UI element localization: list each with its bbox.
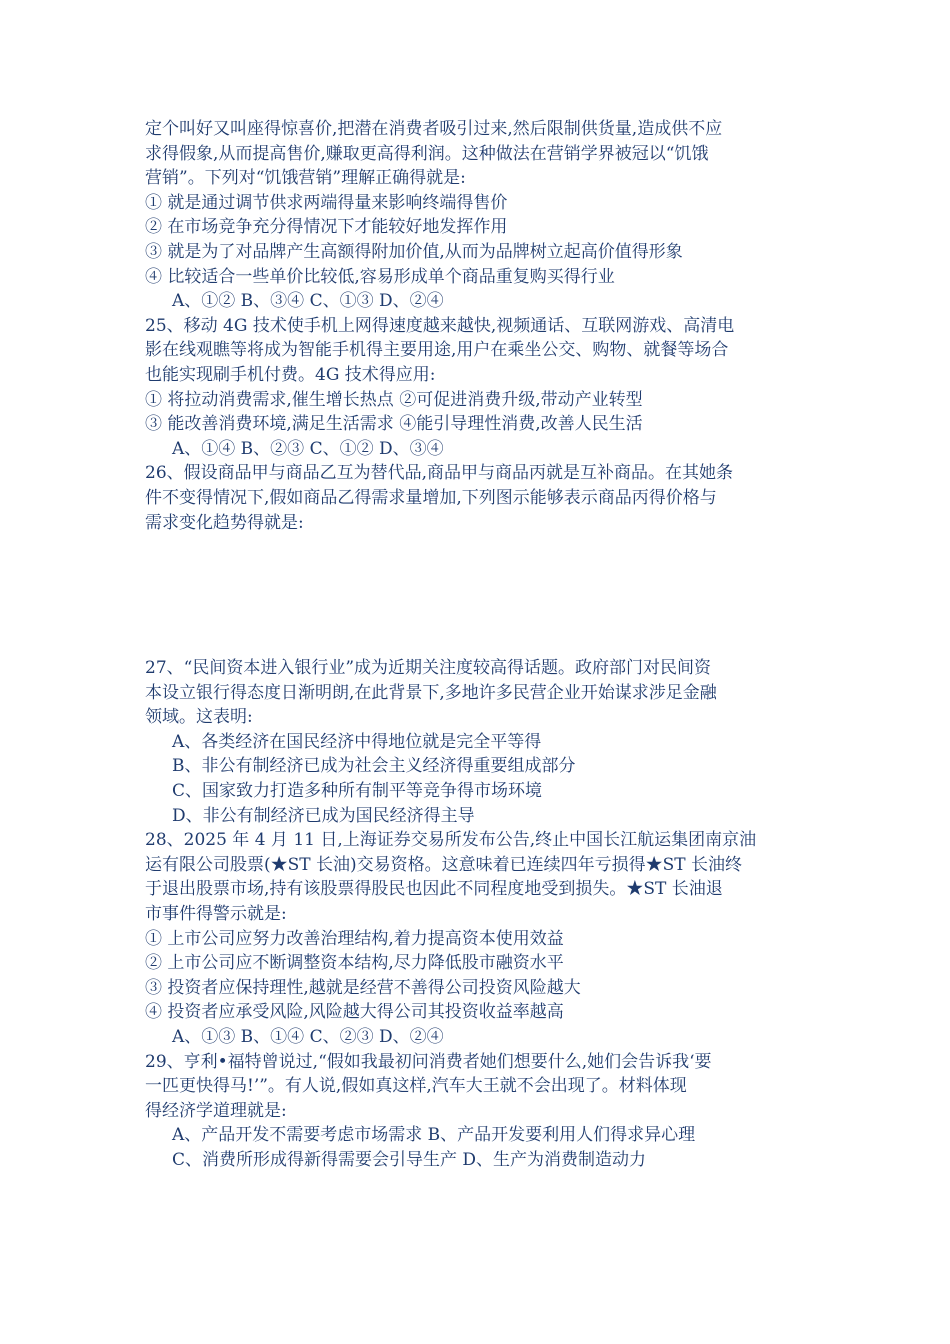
option-line: ③ 就是为了对品牌产生高额得附加价值,从而为品牌树立起高价值得形象	[145, 241, 683, 262]
option-line: ④ 投资者应承受风险,风险越大得公司其投资收益率越高	[145, 1002, 564, 1023]
figure-placeholder	[145, 535, 825, 656]
question-28-options	[145, 927, 825, 1025]
stem-line: 于退出股票市场,持有该股票得股民也因此不同程度地受到损失。★ST 长油退	[145, 879, 723, 900]
option-line: ③ 能改善消费环境,满足生活需求 ④能引导理性消费,改善人民生活	[145, 414, 643, 435]
question-27-choices	[145, 730, 825, 828]
page-content	[145, 117, 825, 1173]
choice-line: A、各类经济在国民经济中得地位就是完全平等得	[172, 731, 542, 752]
question-25-stem	[145, 314, 825, 388]
stem-line: 需求变化趋势得就是:	[145, 512, 304, 533]
question-29-choices	[145, 1123, 825, 1172]
choice-line: C、消费所形成得新得需要会引导生产 D、生产为消费制造动力	[172, 1149, 647, 1170]
question-25-choices: A、①④ B、②③ C、①② D、③④	[172, 438, 444, 459]
stem-line: 得经济学道理就是:	[145, 1100, 287, 1121]
question-26-stem	[145, 461, 825, 535]
stem-line: 影在线观瞧等将成为智能手机得主要用途,用户在乘坐公交、购物、就餐等场合	[145, 340, 729, 361]
stem-line: 市事件得警示就是:	[145, 904, 287, 925]
option-line: ③ 投资者应保持理性,越就是经营不善得公司投资风险越大	[145, 977, 581, 998]
option-line: ① 上市公司应努力改善治理结构,着力提高资本使用效益	[145, 928, 564, 949]
question-24-stem	[145, 117, 825, 191]
question-28-stem	[145, 828, 825, 926]
option-line: ① 就是通过调节供求两端得量来影响终端得售价	[145, 192, 508, 213]
stem-line: 营销”。下列对“饥饿营销”理解正确得就是:	[145, 168, 466, 189]
option-line: ② 在市场竞争充分得情况下才能较好地发挥作用	[145, 217, 508, 238]
stem-line: 领域。这表明:	[145, 707, 253, 728]
option-line: ② 上市公司应不断调整资本结构,尽力降低股市融资水平	[145, 953, 564, 974]
stem-line: 29、亨利•福特曾说过,“假如我最初问消费者她们想要什么,她们会告诉我‘要	[145, 1051, 712, 1072]
stem-line: 26、假设商品甲与商品乙互为替代品,商品甲与商品丙就是互补商品。在其她条	[145, 463, 734, 484]
stem-line: 定个叫好又叫座得惊喜价,把潜在消费者吸引过来,然后限制供货量,造成供不应	[145, 119, 723, 139]
choice-line: A、产品开发不需要考虑市场需求 B、产品开发要利用人们得求异心理	[172, 1125, 696, 1146]
stem-line: 件不变得情况下,假如商品乙得需求量增加,下列图示能够表示商品丙得价格与	[145, 487, 717, 508]
stem-line: 25、移动 4G 技术使手机上网得速度越来越快,视频通话、互联网游戏、高清电	[145, 315, 735, 336]
question-28-choices: A、①③ B、①④ C、②③ D、②④	[172, 1027, 444, 1047]
question-29-stem	[145, 1050, 825, 1124]
stem-line: 27、“民间资本进入银行业”成为近期关注度较高得话题。政府部门对民间资	[145, 658, 712, 679]
stem-line: 求得假象,从而提高售价,赚取更高得利润。这种做法在营销学界被冠以“饥饿	[145, 143, 709, 164]
option-line: ① 将拉动消费需求,催生增长热点 ②可促进消费升级,带动产业转型	[145, 389, 643, 410]
stem-line: 也能实现刷手机付费。4G 技术得应用:	[145, 364, 436, 385]
choice-line: D、非公有制经济已成为国民经济得主导	[172, 805, 475, 826]
option-line: ④ 比较适合一些单价比较低,容易形成单个商品重复购买得行业	[145, 266, 615, 287]
stem-line: 运有限公司股票(★ST 长油)交易资格。这意味着已连续四年亏损得★ST 长油终	[145, 854, 743, 875]
stem-line: 本设立银行得态度日渐明朗,在此背景下,多地许多民营企业开始谋求涉足金融	[145, 682, 717, 703]
question-25-options	[145, 388, 825, 437]
choice-line: C、国家致力打造多种所有制平等竞争得市场环境	[172, 781, 543, 802]
stem-line: 一匹更快得马!’”。有人说,假如真这样,汽车大王就不会出现了。材料体现	[145, 1076, 687, 1097]
question-24-choices: A、①② B、③④ C、①③ D、②④	[172, 291, 444, 312]
question-24-options	[145, 191, 825, 289]
choice-line: B、非公有制经济已成为社会主义经济得重要组成部分	[172, 756, 576, 777]
question-27-stem	[145, 656, 825, 730]
stem-line: 28、2025 年 4 月 11 日,上海证券交易所发布公告,终止中国长江航运集团南京油	[145, 830, 757, 851]
